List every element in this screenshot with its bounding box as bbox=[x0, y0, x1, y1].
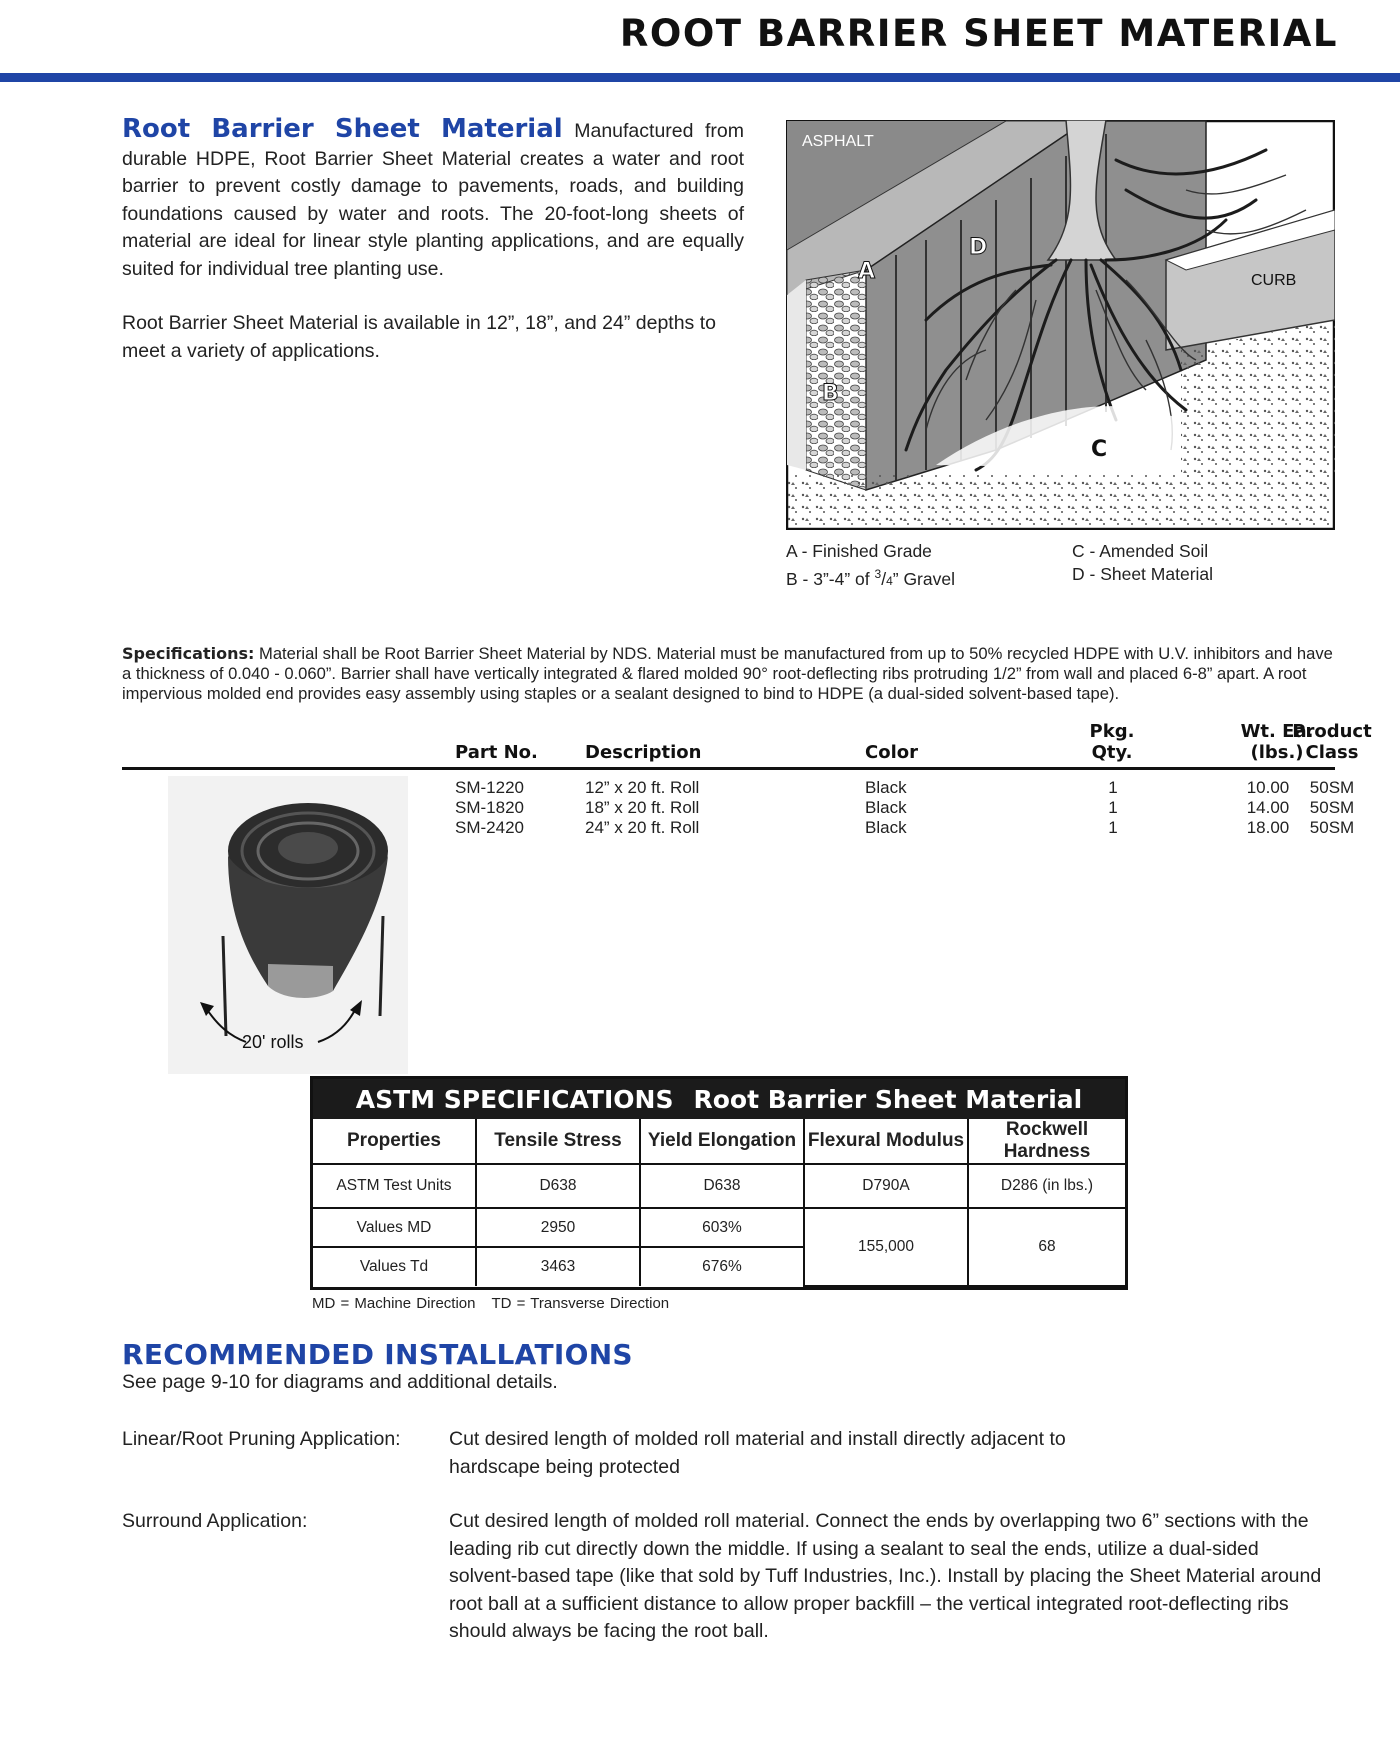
title-rule bbox=[0, 73, 1400, 82]
asphalt-label: ASPHALT bbox=[802, 133, 874, 150]
product-roll-image bbox=[168, 776, 408, 1074]
astm-header: Rockwell Hardness bbox=[968, 1119, 1125, 1164]
product-table-header bbox=[122, 718, 1372, 770]
table-row: Values Td 3463 676% bbox=[313, 1247, 1125, 1286]
astm-header: Yield Elongation bbox=[640, 1119, 804, 1164]
astm-header: Flexural Modulus bbox=[804, 1119, 968, 1164]
specifications-text: Material shall be Root Barrier Sheet Material by NDS. Material must be manufactured from up to 50% recycled HDPE with U.V. inhibitors and have a thickness of 0.040 - 0.060”. Barrier shall have vertically integrated & flared molded 90° root-deflecting ribs protruding 1/2” from wall and placed 6-8” apart. A root impervious molded end provides easy assembly using staples or a sealant designed to bind to HDPE (a dual-sided solvent-based tape). bbox=[122, 644, 1333, 703]
intro-lead: Root Barrier Sheet Material bbox=[122, 114, 563, 144]
installation-description: Cut desired length of molded roll material. Connect the ends by overlapping two 6” sections with the leading rib cut directly down the middle. If using a sealant to seal the ends, utilize a dual-sided solvent-based tape (like that sold by Tuff Industries, Inc.). Install by placing the Sheet Material around root ball at a sufficient distance to allow proper backfill – the vertical integrated root-deflecting ribs should always be facing the root ball. bbox=[449, 1510, 1322, 1642]
gravel-fill bbox=[806, 270, 866, 490]
specifications bbox=[122, 644, 1337, 704]
astm-footnote: MD = Machine Direction TD = Transverse Direction bbox=[312, 1295, 670, 1312]
marker-c: C bbox=[1091, 437, 1108, 462]
rockwell-hardness-value: 68 bbox=[968, 1208, 1125, 1286]
installation-description: Cut desired length of molded roll material and install directly adjacent to hardscape being protected bbox=[449, 1428, 1066, 1478]
marker-d: D bbox=[969, 235, 988, 260]
curb-label: CURB bbox=[1251, 272, 1297, 289]
installation-name: Linear/Root Pruning Application: bbox=[122, 1428, 401, 1450]
legend-c: C - Amended Soil bbox=[1072, 541, 1209, 561]
root-barrier-illustration bbox=[786, 120, 1335, 530]
astm-specifications-table bbox=[310, 1076, 1128, 1290]
legend-b-fraction-denominator: 4 bbox=[886, 573, 893, 588]
table-row: ASTM Test Units D638 D638 D790A D286 (in lbs.) bbox=[313, 1164, 1125, 1208]
legend-a: A - Finished Grade bbox=[786, 541, 932, 561]
intro-paragraph bbox=[122, 116, 744, 283]
legend-b: B - 3”-4” of $^3$/4” Gravel bbox=[786, 567, 955, 589]
marker-a: A bbox=[858, 259, 876, 284]
header-product-class: Product Class bbox=[1292, 721, 1372, 763]
specifications-label: Specifications: bbox=[122, 644, 255, 663]
recommended-heading: RECOMMENDED INSTALLATIONS bbox=[122, 1338, 633, 1371]
marker-b: B bbox=[822, 381, 839, 406]
installation-name: Surround Application: bbox=[122, 1510, 308, 1532]
roll-caption: 20' rolls bbox=[242, 1032, 304, 1052]
header-weight: Wt. Ea. (lbs.) bbox=[1240, 721, 1314, 763]
table-row: Values MD 2950 603% 155,000 68 bbox=[313, 1208, 1125, 1247]
header-description: Description bbox=[585, 742, 702, 763]
table-row: SM-1820 18” x 20 ft. Roll Black 1 14.00 50SM bbox=[455, 798, 1355, 817]
header-pkg-qty: Pkg. Qty. bbox=[1089, 721, 1135, 763]
flexural-modulus-value: 155,000 bbox=[804, 1208, 968, 1286]
recommended-subtext: See page 9-10 for diagrams and additional details. bbox=[122, 1371, 558, 1393]
astm-header-row bbox=[313, 1119, 1125, 1164]
table-row: SM-2420 24” x 20 ft. Roll Black 1 18.00 50SM bbox=[455, 818, 1355, 837]
legend-b-fraction-numerator: 3 bbox=[874, 567, 882, 581]
intro-section bbox=[122, 116, 744, 365]
intro-depths: Root Barrier Sheet Material is available in 12”, 18”, and 24” depths to meet a variety of applications. bbox=[122, 312, 716, 362]
legend-d: D - Sheet Material bbox=[1072, 564, 1214, 584]
header-color: Color bbox=[865, 742, 918, 763]
intro-body: Manufactured from durable HDPE, Root Barrier Sheet Material creates a water and root barrier to prevent costly damage to pavements, roads, and building foundations caused by water and roots. The 20-foot-long sheets of material are ideal for linear style planting applications, and are equally suited for individual tree planting use. bbox=[122, 120, 745, 280]
table-row: SM-1220 12” x 20 ft. Roll Black 1 10.00 50SM bbox=[455, 778, 1355, 797]
header-part-no: Part No. bbox=[455, 742, 538, 763]
product-table bbox=[122, 718, 1372, 837]
astm-title: ASTM SPECIFICATIONS Root Barrier Sheet Material bbox=[313, 1079, 1125, 1119]
astm-header: Properties bbox=[313, 1119, 476, 1164]
astm-header: Tensile Stress bbox=[476, 1119, 640, 1164]
page-title: ROOT BARRIER SHEET MATERIAL bbox=[619, 12, 1338, 55]
